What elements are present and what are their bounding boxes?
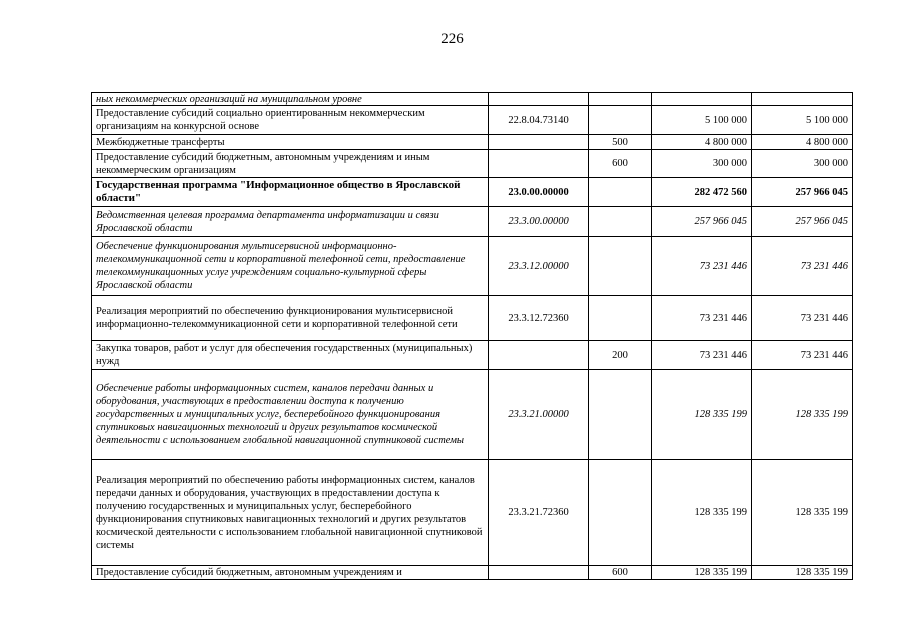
table-row bbox=[92, 150, 853, 178]
table-row bbox=[92, 460, 853, 566]
row-sum-year2-cell: 128 335 199 bbox=[752, 460, 853, 566]
budget-table bbox=[91, 92, 853, 580]
row-sum-year1-cell: 128 335 199 bbox=[652, 566, 752, 580]
table-row bbox=[92, 93, 853, 106]
row-expense-type-cell: 200 bbox=[589, 341, 652, 370]
row-name-cell: Предоставление субсидий бюджетным, автономным учреждениям и bbox=[92, 566, 489, 580]
table-row bbox=[92, 106, 853, 135]
row-code-cell: 22.8.04.73140 bbox=[489, 106, 589, 135]
row-sum-year2-cell: 300 000 bbox=[752, 150, 853, 178]
row-sum-year1-cell: 128 335 199 bbox=[652, 370, 752, 460]
row-code-cell bbox=[489, 135, 589, 150]
row-sum-year1-cell bbox=[652, 93, 752, 106]
row-sum-year2-cell bbox=[752, 93, 853, 106]
row-sum-year1-cell: 73 231 446 bbox=[652, 237, 752, 296]
row-expense-type-cell bbox=[589, 237, 652, 296]
row-code-cell: 23.3.12.72360 bbox=[489, 296, 589, 341]
row-expense-type-cell: 600 bbox=[589, 566, 652, 580]
row-code-cell: 23.0.00.00000 bbox=[489, 178, 589, 207]
table-row bbox=[92, 370, 853, 460]
row-expense-type-cell bbox=[589, 93, 652, 106]
row-code-cell bbox=[489, 93, 589, 106]
row-name-cell: Предоставление субсидий социально ориентированным некоммерческим организациям на конкурсной основе bbox=[92, 106, 489, 135]
row-code-cell: 23.3.12.00000 bbox=[489, 237, 589, 296]
row-sum-year2-cell: 73 231 446 bbox=[752, 296, 853, 341]
table-row bbox=[92, 178, 853, 207]
table-row bbox=[92, 237, 853, 296]
row-code-cell bbox=[489, 150, 589, 178]
row-sum-year1-cell: 4 800 000 bbox=[652, 135, 752, 150]
row-expense-type-cell bbox=[589, 460, 652, 566]
row-name-cell: Межбюджетные трансферты bbox=[92, 135, 489, 150]
row-code-cell: 23.3.00.00000 bbox=[489, 207, 589, 237]
row-expense-type-cell bbox=[589, 370, 652, 460]
row-code-cell: 23.3.21.72360 bbox=[489, 460, 589, 566]
row-name-cell: Предоставление субсидий бюджетным, автономным учреждениям и иным некоммерческим организациям bbox=[92, 150, 489, 178]
row-expense-type-cell bbox=[589, 296, 652, 341]
row-name-cell: Реализация мероприятий по обеспечению функционирования мультисервисной информационно-телекоммуникационной сети и корпоративной телефонной сети bbox=[92, 296, 489, 341]
row-sum-year2-cell: 73 231 446 bbox=[752, 341, 853, 370]
page-number: 226 bbox=[441, 31, 464, 47]
row-sum-year2-cell: 73 231 446 bbox=[752, 237, 853, 296]
row-sum-year1-cell: 282 472 560 bbox=[652, 178, 752, 207]
row-sum-year1-cell: 73 231 446 bbox=[652, 296, 752, 341]
row-name-cell: Обеспечение работы информационных систем, каналов передачи данных и оборудования, участвующих в предоставлении доступа к получению государственных и муниципальных услуг, бесперебойного функционирования спутниковых навигационных технологий и других результатов космической деятельности с использованием глобальной навигационной спутниковой системы bbox=[92, 370, 489, 460]
table-row bbox=[92, 566, 853, 580]
row-sum-year2-cell: 4 800 000 bbox=[752, 135, 853, 150]
row-name-cell: Государственная программа "Информационное общество в Ярославской области" bbox=[92, 178, 489, 207]
row-expense-type-cell bbox=[589, 178, 652, 207]
row-code-cell bbox=[489, 341, 589, 370]
row-name-cell: Ведомственная целевая программа департамента информатизации и связи Ярославской области bbox=[92, 207, 489, 237]
row-name-cell: ных некоммерческих организаций на муниципальном уровне bbox=[92, 93, 489, 106]
row-sum-year2-cell: 5 100 000 bbox=[752, 106, 853, 135]
row-name-cell: Закупка товаров, работ и услуг для обеспечения государственных (муниципальных) нужд bbox=[92, 341, 489, 370]
row-code-cell: 23.3.21.00000 bbox=[489, 370, 589, 460]
row-sum-year1-cell: 5 100 000 bbox=[652, 106, 752, 135]
row-sum-year2-cell: 128 335 199 bbox=[752, 566, 853, 580]
row-sum-year1-cell: 73 231 446 bbox=[652, 341, 752, 370]
table-row bbox=[92, 296, 853, 341]
row-expense-type-cell bbox=[589, 106, 652, 135]
row-expense-type-cell: 600 bbox=[589, 150, 652, 178]
row-sum-year2-cell: 128 335 199 bbox=[752, 370, 853, 460]
table-row bbox=[92, 341, 853, 370]
row-sum-year2-cell: 257 966 045 bbox=[752, 178, 853, 207]
table-row bbox=[92, 207, 853, 237]
row-expense-type-cell bbox=[589, 207, 652, 237]
row-sum-year1-cell: 128 335 199 bbox=[652, 460, 752, 566]
row-sum-year2-cell: 257 966 045 bbox=[752, 207, 853, 237]
row-expense-type-cell: 500 bbox=[589, 135, 652, 150]
row-sum-year1-cell: 300 000 bbox=[652, 150, 752, 178]
table-row bbox=[92, 135, 853, 150]
row-code-cell bbox=[489, 566, 589, 580]
row-name-cell: Реализация мероприятий по обеспечению работы информационных систем, каналов передачи данных и оборудования, участвующих в предоставлении доступа к получению государственных и муниципальных услуг, бесперебойного функционирования спутниковых навигационных технологий и других результатов космической деятельности с использованием глобальной навигационной спутниковой системы bbox=[92, 460, 489, 566]
row-name-cell: Обеспечение функционирования мультисервисной информационно-телекоммуникационной сети и корпоративной телефонной сети, предоставление телекоммуникационных услуг учреждениям социально-культурной сферы Ярославской области bbox=[92, 237, 489, 296]
row-sum-year1-cell: 257 966 045 bbox=[652, 207, 752, 237]
